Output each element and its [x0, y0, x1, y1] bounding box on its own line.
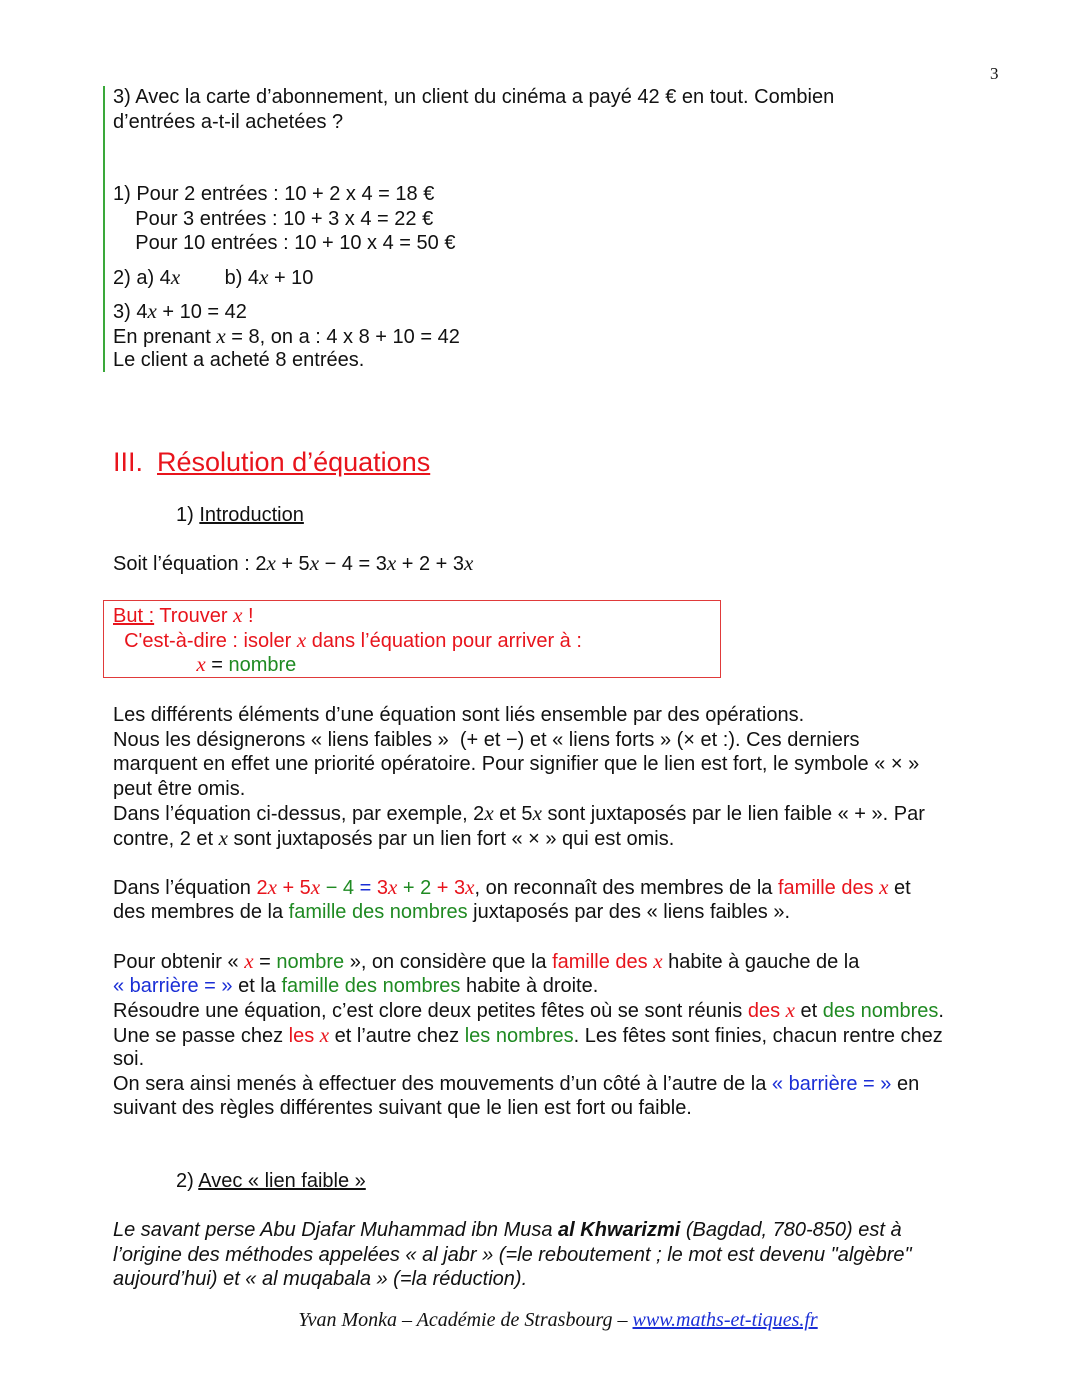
text-run: + 5 — [276, 877, 311, 899]
text-run: « barrière = » — [771, 1072, 892, 1095]
text-run: Une se passe chez — [113, 1024, 289, 1047]
text-line — [176, 503, 304, 528]
text-run: Avec « lien faible » — [198, 1170, 366, 1192]
text-run: Dans l’équation — [113, 877, 257, 899]
exercise-question — [113, 85, 834, 134]
text-run: Pour 3 entrées : 10 + 3 x 4 = 22 € — [113, 207, 434, 230]
paragraph-families — [113, 875, 911, 924]
text-run: = — [354, 877, 377, 899]
text-line — [113, 826, 925, 851]
text-line — [113, 1023, 944, 1048]
text-line — [113, 974, 944, 999]
text-line — [113, 110, 834, 135]
solution-part-3 — [113, 299, 460, 373]
text-run: + 5 — [275, 553, 310, 575]
paragraph-barrier — [113, 949, 944, 1121]
text-line — [113, 182, 455, 207]
text-run: famille des nombres — [281, 974, 461, 997]
text-run: C'est-à-dire : isoler — [113, 629, 297, 652]
text-run: = 8, on a : 4 x 8 + 10 = 42 — [225, 325, 460, 348]
math-variable: x — [532, 801, 542, 825]
text-run: et l’autre chez — [329, 1024, 465, 1047]
history-note — [113, 1218, 912, 1292]
text-run: Nous les désignerons « liens faibles » (+ et −) et « liens forts » (× et :). Ces derniers — [113, 728, 860, 751]
text-run: Le client a acheté 8 entrées. — [113, 349, 365, 371]
text-line — [113, 1096, 944, 1121]
text-run: famille des — [552, 951, 654, 973]
text-run: et — [888, 877, 911, 899]
text-run: But : — [113, 605, 155, 627]
math-variable: x — [296, 627, 307, 652]
math-variable: x — [244, 949, 254, 973]
math-variable: x — [196, 652, 206, 676]
text-run: Introduction — [199, 504, 304, 526]
text-run: 2 — [256, 877, 268, 899]
text-run: et 5 — [493, 803, 533, 825]
text-run: des — [747, 1000, 786, 1022]
text-run: en — [891, 1072, 920, 1095]
text-line — [113, 728, 925, 753]
footer-link[interactable]: www.maths-et-tiques.fr — [632, 1309, 818, 1331]
text-run: soi. — [113, 1048, 145, 1070]
text-run: sont juxtaposés par le lien faible « + ». Par — [541, 803, 925, 825]
text-line — [113, 1243, 912, 1268]
text-run: et la — [232, 974, 282, 997]
text-line — [113, 949, 944, 974]
text-run: des membres de la — [113, 900, 289, 923]
math-variable: x — [387, 875, 398, 899]
math-variable: x — [147, 299, 157, 323]
solution-part-1 — [113, 182, 455, 256]
text-run: En prenant — [113, 325, 217, 348]
text-line — [176, 1169, 366, 1194]
text-run: Pour obtenir « — [113, 951, 245, 973]
text-line — [113, 1047, 944, 1072]
text-run: 3) 4 — [113, 301, 148, 323]
text-run: 3) Avec la carte d’abonnement, un client du cinéma a payé 42 € en tout. Combien — [113, 86, 835, 108]
margin-bar — [103, 86, 105, 372]
text-run: al Khwarizmi — [558, 1219, 681, 1241]
text-run: famille des — [777, 877, 880, 899]
text-run: Trouver — [154, 605, 234, 627]
math-variable: x — [484, 801, 494, 825]
text-line — [113, 752, 925, 777]
math-variable: x — [310, 875, 321, 899]
text-run: Les différents éléments d’une équation sont liés ensemble par des opérations. — [113, 704, 805, 726]
equation-statement — [113, 551, 473, 576]
text-run: », on considère que la — [344, 951, 553, 973]
text-run — [113, 654, 196, 676]
text-line — [113, 1218, 912, 1243]
text-run: nombre — [228, 654, 297, 676]
text-run: habite à droite. — [460, 974, 599, 997]
text-line — [113, 85, 834, 110]
text-run: 2) — [176, 1170, 199, 1192]
math-variable: x — [266, 551, 276, 575]
text-line — [113, 265, 313, 290]
text-run: ! — [242, 605, 254, 627]
math-variable: x — [216, 323, 226, 348]
text-run: Dans l’équation ci-dessus, par exemple, 2 — [113, 803, 485, 825]
text-run: . — [938, 1000, 944, 1022]
footer — [0, 1309, 1080, 1332]
text-run: les — [288, 1024, 320, 1047]
math-variable: x — [465, 875, 475, 899]
text-line — [113, 551, 473, 576]
text-line — [113, 777, 925, 802]
text-run: et — [794, 1000, 823, 1022]
text-line — [113, 801, 925, 826]
text-run: famille des nombres — [288, 900, 468, 923]
math-variable: x — [386, 551, 397, 575]
text-run: + 10 — [268, 267, 314, 289]
solution-part-2 — [113, 265, 313, 290]
math-variable: x — [170, 265, 181, 289]
section-heading — [113, 444, 430, 480]
text-run: − 4 = 3 — [319, 553, 387, 575]
text-line — [113, 603, 582, 628]
text-run: les nombres — [464, 1024, 574, 1047]
section-title: Résolution d’équations — [157, 447, 431, 477]
math-variable: x — [785, 998, 795, 1022]
text-run: aujourd’hui) et « al muqabala » (=la réduction). — [113, 1268, 528, 1290]
footer-author: Yvan Monka – Académie de Strasbourg – — [298, 1309, 633, 1331]
text-run: habite à gauche de la — [662, 951, 860, 973]
text-run: , on reconnaît des membres de la — [474, 877, 778, 899]
text-line — [113, 299, 460, 324]
math-variable: x — [653, 949, 663, 973]
math-variable: x — [233, 603, 243, 627]
subsection-introduction — [176, 503, 304, 528]
text-run: l’origine des méthodes appelées « al jabr » (=le reboutement ; le mot est devenu "algèbre" — [113, 1243, 912, 1266]
text-run: contre, 2 et — [113, 827, 219, 850]
text-line — [113, 900, 911, 925]
math-variable: x — [464, 551, 474, 575]
text-run: b) 4 — [180, 267, 260, 289]
text-run: nombre — [276, 951, 345, 973]
subsection-weak-link — [176, 1169, 366, 1194]
text-run: (Bagdad, 780-850) est à — [680, 1219, 902, 1241]
text-run: = — [253, 951, 277, 973]
text-run: dans l’équation pour arriver à : — [306, 629, 582, 652]
text-line — [113, 998, 944, 1023]
text-run: marquent en effet une priorité opératoire. Pour signifier que le lien est fort, le symbole « × » — [113, 753, 920, 775]
math-variable: x — [259, 265, 269, 289]
page-number: 3 — [990, 64, 999, 83]
text-run: Soit l’équation : 2 — [113, 553, 267, 575]
text-line — [113, 875, 911, 900]
text-run: peut être omis. — [113, 777, 246, 800]
text-line — [113, 207, 455, 232]
text-run: + 2 + 3 — [396, 553, 465, 575]
text-line — [113, 348, 460, 373]
text-line — [113, 703, 925, 728]
text-run: 2) a) 4 — [113, 267, 171, 289]
text-run: d’entrées a-t-il achetées ? — [113, 110, 344, 133]
math-variable: x — [319, 1022, 330, 1047]
text-run: 3 — [376, 877, 388, 899]
text-run: suivant des règles différentes suivant que le lien est fort ou faible. — [113, 1097, 692, 1119]
text-run: Pour 10 entrées : 10 + 10 x 4 = 50 € — [113, 232, 456, 254]
text-run: 1) Pour 2 entrées : 10 + 2 x 4 = 18 € — [113, 183, 435, 205]
text-line — [113, 652, 582, 677]
text-run: 1) — [176, 504, 200, 526]
math-variable: x — [879, 875, 889, 899]
text-run: Le savant perse Abu Djafar Muhammad ibn Musa — [113, 1219, 559, 1241]
goal-text — [113, 603, 582, 677]
text-line — [113, 628, 582, 653]
math-variable: x — [218, 825, 228, 850]
text-run: = — [205, 654, 229, 676]
text-run: − 4 — [320, 877, 355, 899]
math-variable: x — [267, 875, 277, 899]
text-run: + 2 — [397, 877, 432, 899]
text-line — [113, 1072, 944, 1097]
math-variable: x — [309, 551, 320, 575]
text-run: + 10 = 42 — [156, 301, 247, 323]
text-run: + 3 — [431, 877, 466, 899]
text-run: « barrière = » — [113, 974, 233, 997]
text-line — [113, 231, 455, 256]
text-run: On sera ainsi menés à effectuer des mouvements d’un côté à l’autre de la — [113, 1072, 772, 1095]
text-run: sont juxtaposés par un lien fort « × » qui est omis. — [227, 827, 675, 850]
text-run: Résoudre une équation, c’est clore deux petites fêtes où se sont réunis — [113, 1000, 748, 1022]
text-run: juxtaposés par des « liens faibles ». — [467, 900, 791, 923]
text-line — [113, 324, 460, 349]
paragraph-links — [113, 703, 925, 850]
section-number: III. — [113, 447, 144, 477]
text-line — [113, 1267, 912, 1292]
text-run: des nombres — [822, 1000, 939, 1022]
text-run: . Les fêtes sont finies, chacun rentre chez — [573, 1024, 943, 1047]
